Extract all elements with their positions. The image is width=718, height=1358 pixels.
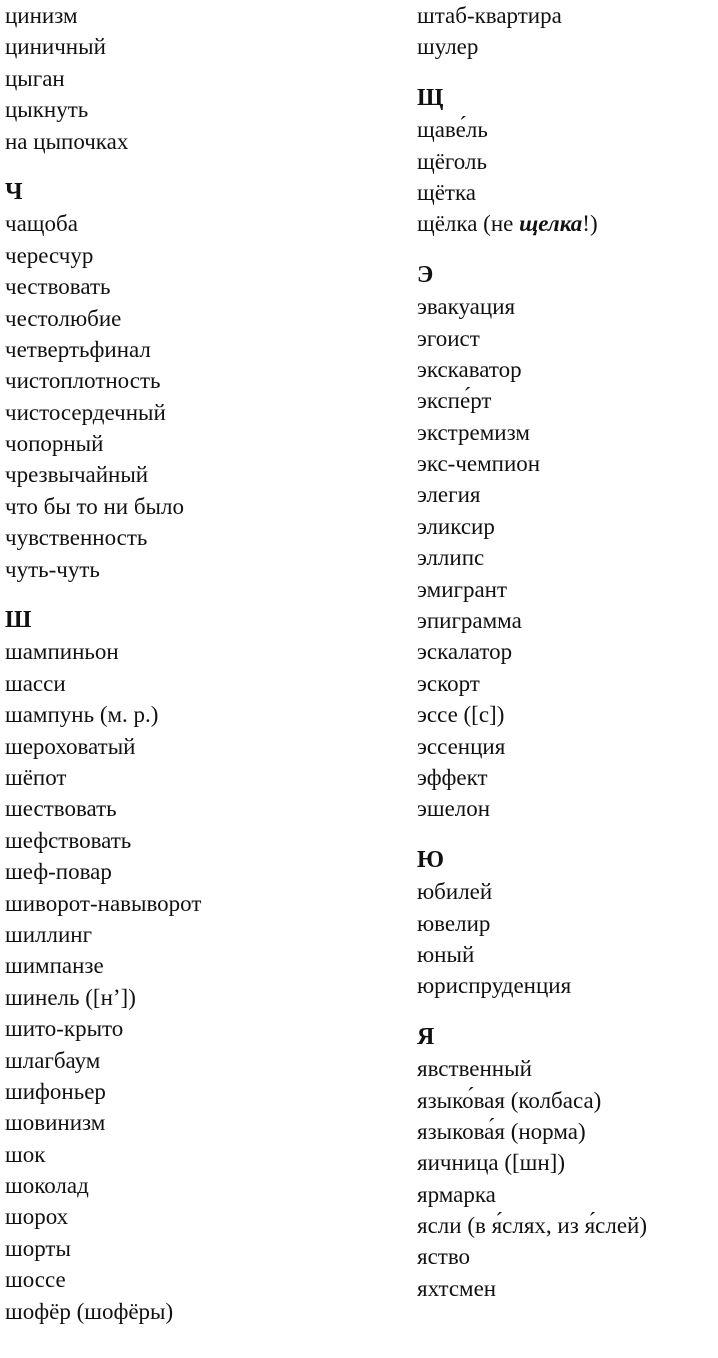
letter-heading: Э (417, 261, 434, 288)
dictionary-entry: экскаватор (417, 356, 522, 382)
dictionary-entry: чествовать (5, 274, 111, 300)
left-column (5, 0, 400, 1327)
dictionary-entry: щаве́ль (417, 117, 488, 143)
dictionary-entry: эссе ([с]) (417, 702, 505, 728)
dictionary-entry: чувственность (5, 525, 148, 551)
section-spacer (417, 825, 717, 845)
dictionary-entry: шеф-повар (5, 859, 112, 885)
dictionary-entry: эскорт (417, 670, 480, 696)
dictionary-entry: эшелон (417, 796, 491, 822)
dictionary-entry: шефствовать (5, 827, 132, 853)
dictionary-entry: эллипс (417, 545, 485, 571)
dictionary-entry: шлагбаум (5, 1047, 101, 1073)
entry-text: щёлка (не (417, 211, 520, 237)
dictionary-entry: юриспруденция (417, 973, 572, 999)
letter-heading: Ш (5, 607, 32, 634)
dictionary-entry: чистоплотность (5, 368, 161, 394)
dictionary-entry: чистосердечный (5, 399, 166, 425)
dictionary-entry: экстремизм (417, 419, 530, 445)
entry-text-after: !) (582, 211, 598, 237)
dictionary-entry: шероховатый (5, 733, 136, 759)
dictionary-entry: юный (417, 941, 475, 967)
letter-heading: Я (417, 1023, 435, 1050)
dictionary-entry: шоссе (5, 1267, 66, 1293)
dictionary-entry: экс-чемпион (417, 451, 541, 477)
section-spacer (417, 63, 717, 83)
dictionary-entry: шорох (5, 1204, 69, 1230)
dictionary-entry: чащоба (5, 211, 78, 237)
dictionary-entry: щётка (417, 179, 477, 205)
dictionary-entry: шинель ([н’]) (5, 984, 136, 1010)
right-column (417, 0, 717, 1304)
dictionary-entry: шофёр (шофёры) (5, 1298, 174, 1324)
dictionary-entry: эгоист (417, 325, 480, 351)
dictionary-entry: шампунь (м. р.) (5, 702, 159, 728)
dictionary-entry: щёголь (417, 148, 487, 174)
dictionary-entry: яичница ([шн]) (417, 1150, 565, 1176)
dictionary-entry: шиллинг (5, 921, 93, 947)
dictionary-entry: на цыпочках (5, 128, 129, 154)
dictionary-entry: шорты (5, 1235, 71, 1261)
dictionary-entry: цинизм (5, 3, 78, 28)
section-spacer (417, 1002, 717, 1022)
dictionary-entry: эпиграмма (417, 608, 522, 634)
dictionary-entry: шимпанзе (5, 953, 104, 979)
dictionary-entry: явственный (417, 1056, 532, 1082)
dictionary-entry: эссенция (417, 733, 506, 759)
dictionary-entry: шиворот-навыворот (5, 890, 202, 916)
dictionary-entry: шок (5, 1141, 46, 1167)
dictionary-entry: яхтсмен (417, 1275, 497, 1301)
dictionary-entry: эвакуация (417, 294, 516, 320)
dictionary-entry: шествовать (5, 796, 117, 822)
dictionary-entry: ясли (в я́слях, из я́слей) (417, 1213, 648, 1239)
dictionary-entry: шампиньон (5, 639, 119, 665)
dictionary-entry: шифоньер (5, 1078, 106, 1104)
dictionary-entry: чуть-чуть (5, 556, 100, 582)
dictionary-entry: языкова́я (норма) (417, 1118, 586, 1144)
dictionary-entry: циничный (5, 34, 106, 60)
section-spacer (5, 585, 400, 605)
dictionary-entry: эскалатор (417, 639, 513, 665)
dictionary-entry: шулер (417, 34, 479, 60)
dictionary-entry: штаб-квартира (417, 3, 562, 28)
dictionary-entry: эффект (417, 764, 488, 790)
dictionary-entry: экспе́рт (417, 388, 492, 414)
dictionary-entry: шовинизм (5, 1110, 106, 1136)
letter-heading: Ю (417, 846, 445, 873)
dictionary-entry: юбилей (417, 879, 493, 905)
dictionary-entry: шасси (5, 670, 66, 696)
dictionary-entry: честолюбие (5, 305, 122, 331)
dictionary-entry: шоколад (5, 1173, 89, 1199)
dictionary-entry: чересчур (5, 242, 94, 268)
dictionary-entry: цыган (5, 65, 65, 91)
dictionary-entry: цыкнуть (5, 97, 89, 123)
dictionary-entry: чопорный (5, 431, 104, 457)
dictionary-entry: яство (417, 1244, 471, 1270)
dictionary-entry: ярмарка (417, 1181, 496, 1207)
section-spacer (5, 157, 400, 177)
section-spacer (417, 240, 717, 260)
dictionary-entry: четвертьфинал (5, 336, 151, 362)
dictionary-entry: эмигрант (417, 576, 508, 602)
dictionary-entry: что бы то ни было (5, 493, 184, 519)
dictionary-entry: эликсир (417, 513, 495, 539)
letter-heading: Щ (417, 84, 444, 111)
dictionary-entry: элегия (417, 482, 481, 508)
dictionary-entry: шёпот (5, 764, 67, 790)
dictionary-entry: чрезвычайный (5, 462, 149, 488)
dictionary-entry: ювелир (417, 910, 491, 936)
entry-emphasis: щелка (519, 211, 583, 237)
dictionary-entry: языко́вая (колбаса) (417, 1087, 602, 1113)
dictionary-entry: шито-крыто (5, 1016, 124, 1042)
dictionary-entry (417, 208, 717, 239)
letter-heading: Ч (5, 178, 23, 205)
